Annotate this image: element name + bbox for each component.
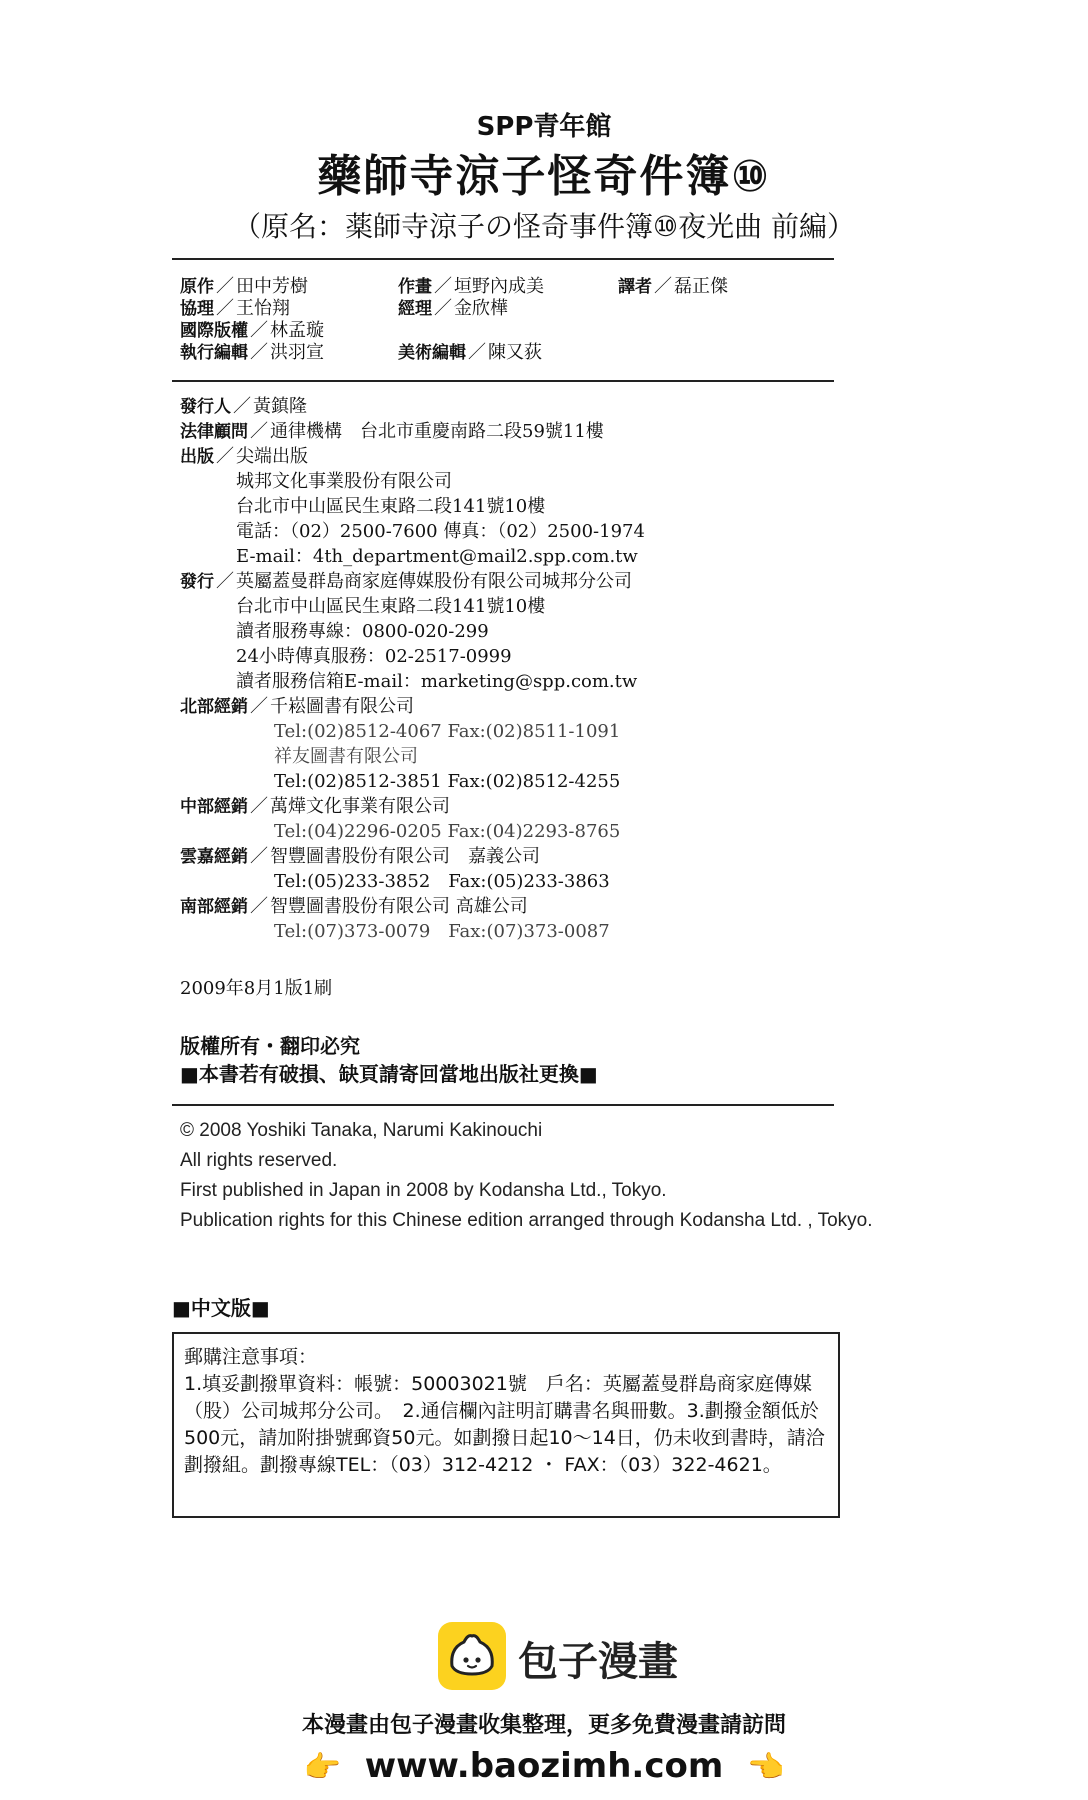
divider (172, 258, 834, 260)
north-distributor-2-tel: Tel:(02)8512-3851 Fax:(02)8512-4255 (274, 771, 621, 792)
pointing-left-icon: 👈 (747, 1750, 785, 1785)
publisher-email: E-mail：4th_department@mail2.spp.com.tw (236, 546, 638, 567)
publisher-address: 台北市中山區民生東路二段141號10樓 (236, 496, 546, 517)
baozi-logo-icon (438, 1622, 506, 1690)
edition: 2009年8月1版1刷 (180, 978, 333, 999)
pointing-right-icon: 👉 (303, 1750, 341, 1785)
south-distributor: 南部經銷 ／ 智豐圖書股份有限公司 高雄公司 (180, 896, 528, 917)
footer-note: 本漫畫由包子漫畫收集整理，更多免費漫畫請訪問 (301, 1713, 786, 1738)
credit-associate-manager: 協理 ／ 王怡翔 (180, 298, 290, 319)
reader-service-line: 讀者服務專線：0800-020-299 (236, 621, 489, 642)
page-title: 藥師寺涼子怪奇件簿⑩ (317, 151, 771, 202)
publisher-company: 城邦文化事業股份有限公司 (236, 471, 452, 492)
imprint: SPP青年館 (476, 112, 612, 142)
publication-rights: Publication rights for this Chinese edition arranged through Kodansha Ltd. , Tokyo. (180, 1210, 873, 1231)
yunjia-distributor-tel: Tel:(05)233-3852 Fax:(05)233-3863 (274, 871, 610, 892)
legal-advisor: 法律顧問 ／ 通律機構 台北市重慶南路二段59號11樓 (180, 421, 604, 442)
notice-body: 1.填妥劃撥單資料：帳號：50003021號 戶名：英屬蓋曼群島商家庭傳媒（股）公司城邦分公司。 2.通信欄內註明訂購書名與冊數。3.劃撥金額低於500元，請加附掛號郵資50元。如劃撥日起10～14日，仍未收到書時，請洽劃撥組。劃撥專線TEL：（03）312-4212 ・ FAX：（03）322-4621。 (184, 1373, 825, 1476)
publisher-phone: 電話：（02）2500-7600 傳真：（02）2500-1974 (236, 521, 645, 542)
yunjia-distributor: 雲嘉經銷 ／ 智豐圖書股份有限公司 嘉義公司 (180, 846, 540, 867)
distribution-address: 台北市中山區民生東路二段141號10樓 (236, 596, 546, 617)
central-distributor: 中部經銷 ／ 萬燁文化事業有限公司 (180, 796, 450, 817)
distribution: 發行 ／ 英屬蓋曼群島商家庭傳媒股份有限公司城邦分公司 (180, 571, 632, 592)
brand-name: 包子漫畫 (518, 1639, 678, 1685)
notice-heading: 郵購注意事項： (184, 1346, 318, 1368)
divider (172, 1104, 834, 1106)
credit-art-editor: 美術編輯 ／ 陳又荻 (398, 342, 542, 363)
credit-artist: 作畫 ／ 垣野內成美 (398, 276, 544, 297)
footer-url[interactable]: www.baozimh.com (364, 1746, 724, 1786)
fax-service: 24小時傳真服務：02-2517-0999 (236, 646, 512, 667)
divider (172, 380, 834, 382)
damage-notice: ■本書若有破損、缺頁請寄回當地出版社更換■ (180, 1062, 598, 1086)
notice-text (184, 1344, 834, 1479)
south-distributor-tel: Tel:(07)373-0079 Fax:(07)373-0087 (274, 921, 610, 942)
credit-translator: 譯者 ／ 磊正傑 (618, 276, 728, 297)
credit-manager: 經理 ／ 金欣樺 (398, 298, 508, 319)
rights-reserved: 版權所有・翻印必究 (180, 1034, 360, 1058)
first-published: First published in Japan in 2008 by Kodansha Ltd., Tokyo. (180, 1180, 667, 1201)
reader-email: 讀者服務信箱E-mail：marketing@spp.com.tw (236, 671, 638, 692)
issuer: 發行人 ／ 黃鎮隆 (180, 396, 307, 417)
credit-exec-editor: 執行編輯 ／ 洪羽宣 (180, 342, 324, 363)
all-rights-reserved: All rights reserved. (180, 1150, 338, 1171)
publisher: 出版 ／ 尖端出版 (180, 446, 308, 467)
footer-url-row (0, 1746, 1088, 1786)
original-title: （原名：薬師寺涼子の怪奇事件簿⑩夜光曲 前編） (232, 210, 855, 243)
north-distributor: 北部經銷 ／ 千崧圖書有限公司 (180, 696, 414, 717)
central-distributor-tel: Tel:(04)2296-0205 Fax:(04)2293-8765 (274, 821, 621, 842)
north-distributor-2: 祥友圖書有限公司 (274, 746, 418, 767)
copyright-line: © 2008 Yoshiki Tanaka, Narumi Kakinouchi (180, 1120, 543, 1141)
mail-order-notice (172, 1332, 840, 1518)
north-distributor-tel: Tel:(02)8512-4067 Fax:(02)8511-1091 (274, 721, 621, 742)
credit-original-author: 原作 ／ 田中芳樹 (180, 276, 308, 297)
credit-intl-rights: 國際版權 ／ 林孟璇 (180, 320, 324, 341)
chinese-edition: ■中文版■ (172, 1296, 270, 1320)
